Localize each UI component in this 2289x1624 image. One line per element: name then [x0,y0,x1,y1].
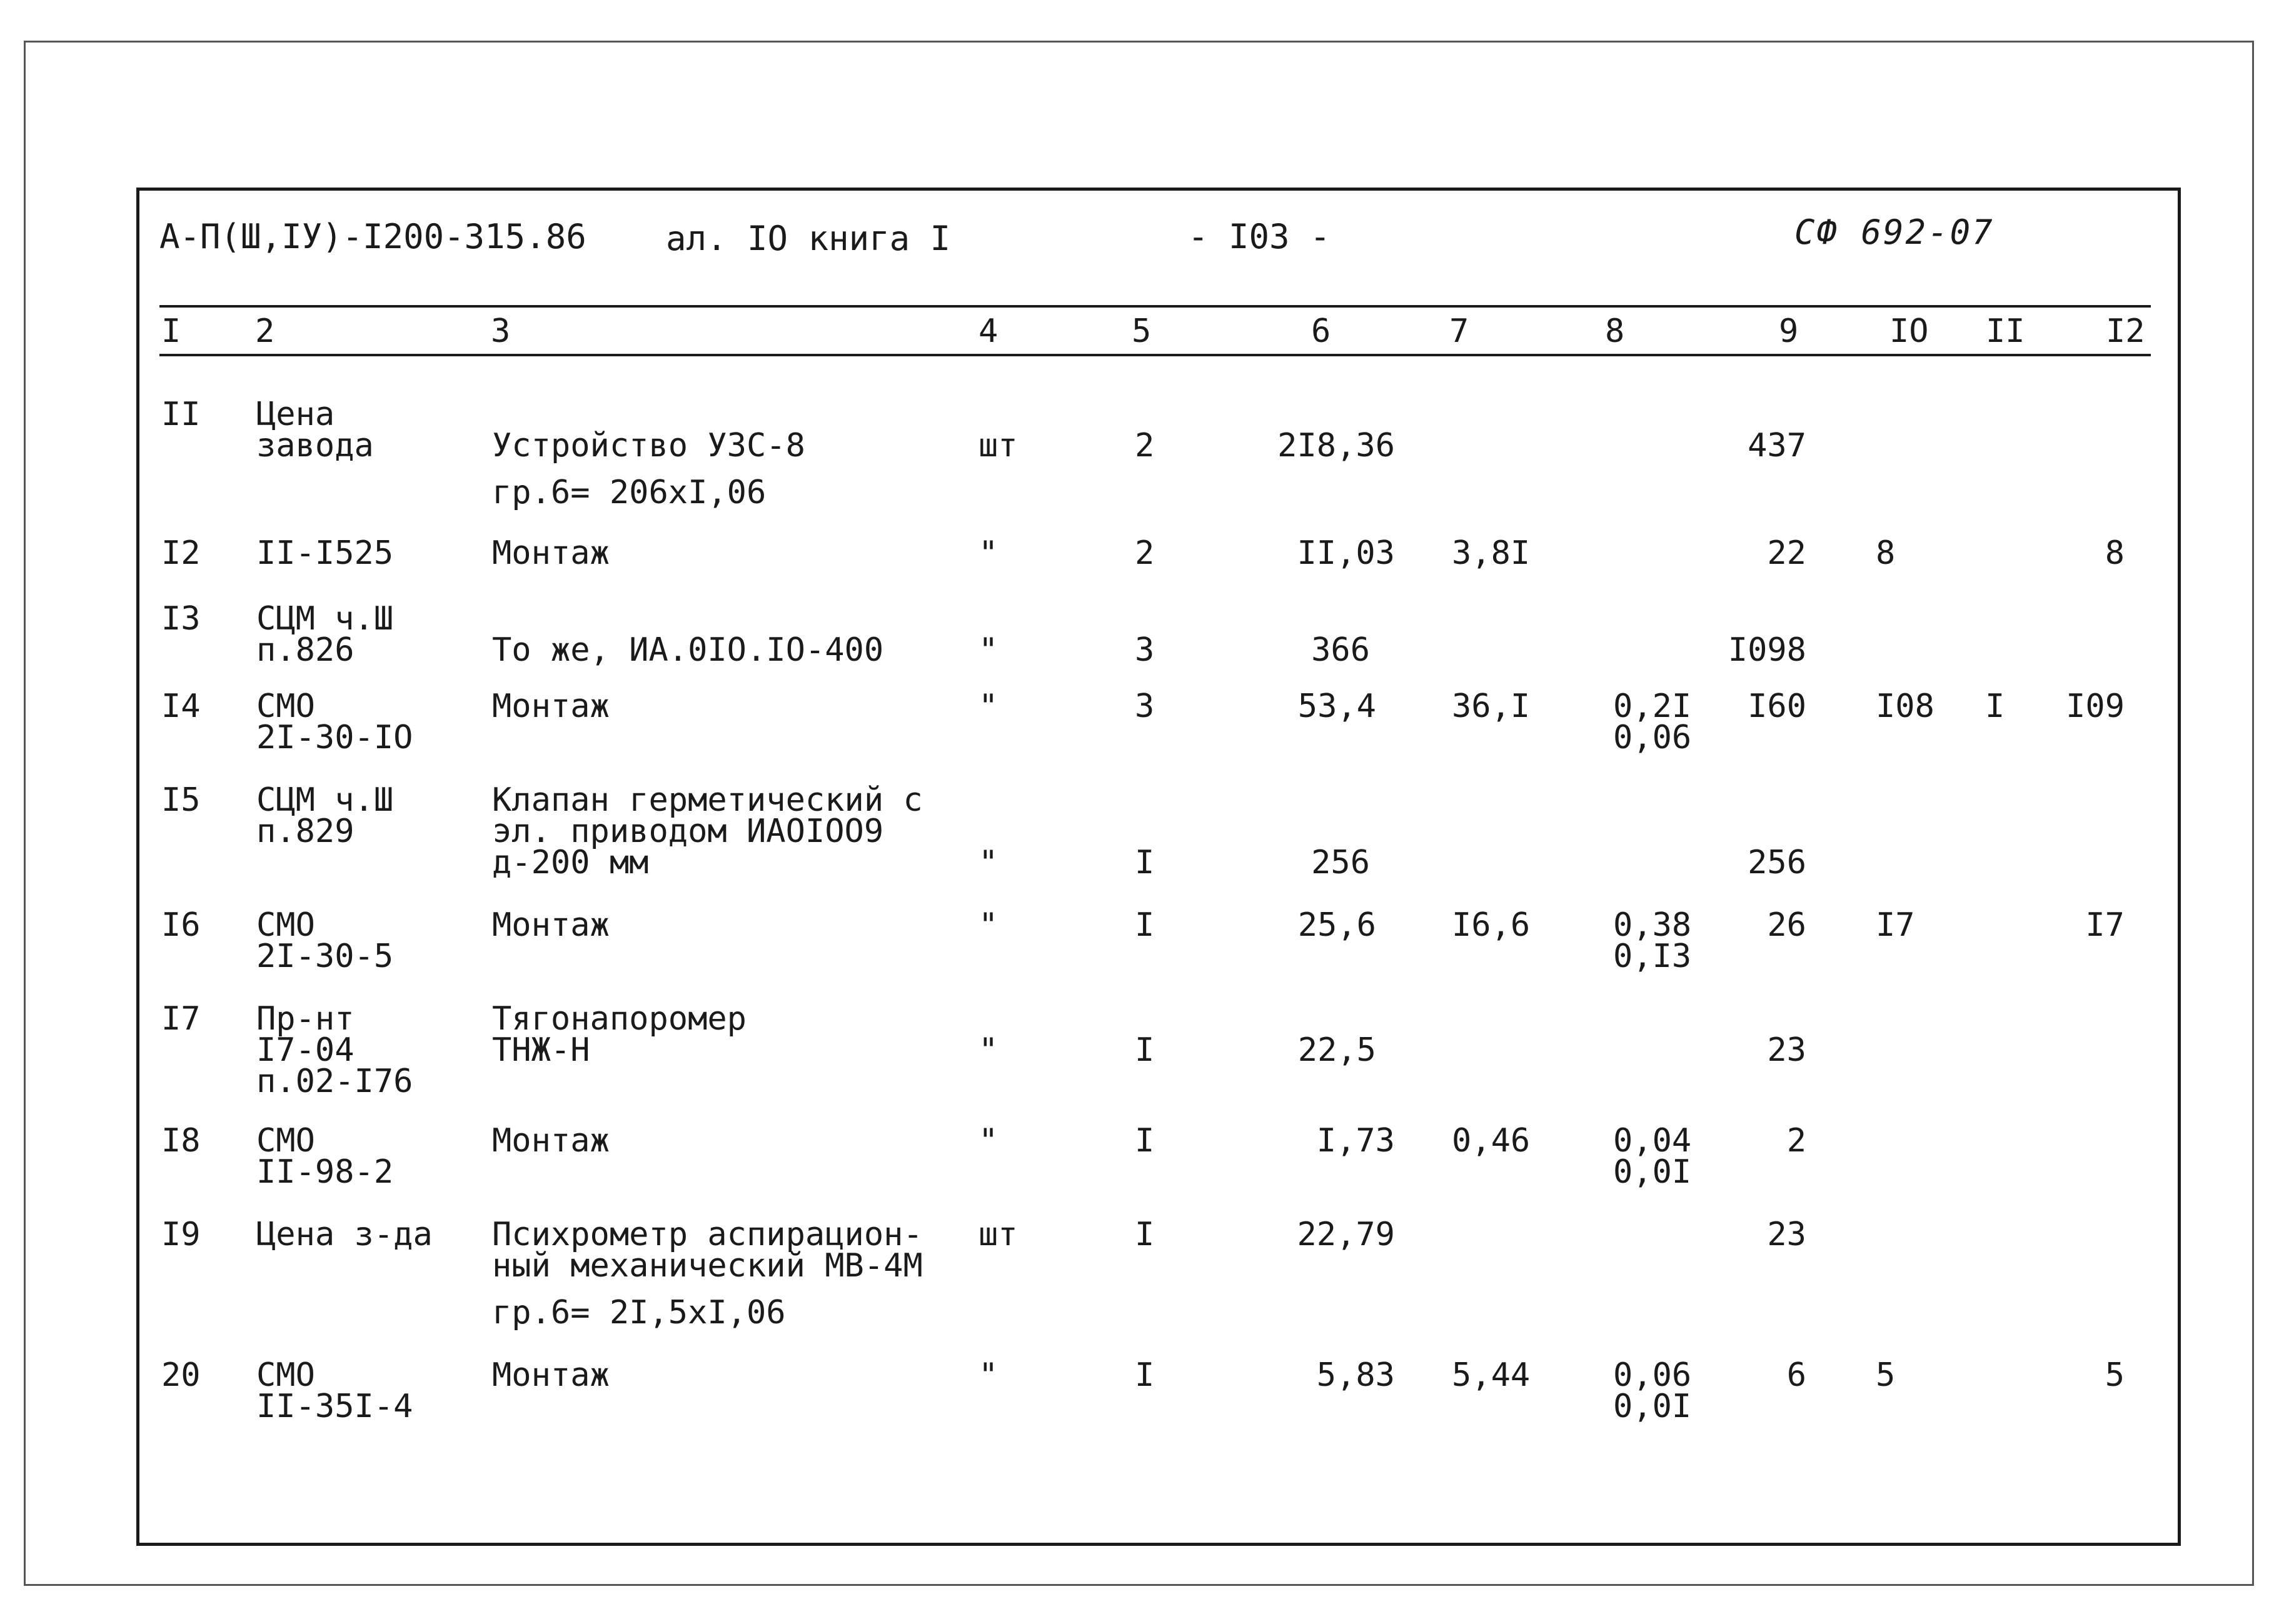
row-name: Клапан герметический с эл. приводом ИАОIОО9 д-200 мм [492,781,923,881]
row-col12: I09 [2066,688,2125,725]
row-number: I3 [161,600,201,638]
row-qty: I [1135,1356,1155,1394]
row-code: СЦМ ч.Ш п.826 [256,600,394,669]
row-code: СМО 2I-30-5 [256,906,394,975]
row-price: 2I8,36 [1277,427,1395,464]
row-total: I098 [1728,631,1806,669]
row-price: II,03 [1297,534,1395,572]
row-qty: I [1135,1216,1155,1253]
row-unit: шт [978,1216,1018,1253]
row-number: II [161,396,201,433]
column-number: 3 [491,313,511,350]
row-unit: " [978,906,999,944]
row-unit: " [978,1031,999,1069]
row-total: 23 [1767,1031,1806,1069]
row-total: 256 [1748,844,1806,881]
album-label: ал. IО книга I [666,219,951,258]
row-number: I9 [161,1216,201,1253]
column-number: 8 [1605,313,1625,350]
row-wage: 5,44 [1452,1356,1531,1394]
row-total: 6 [1786,1356,1806,1394]
row-unit: " [978,1122,999,1160]
row-unit: шт [978,427,1018,464]
row-code: Пр-нт I7-04 п.02-I76 [256,1000,413,1100]
row-code: Цена завода [256,396,374,464]
row-qty: I [1135,1031,1155,1069]
column-number: I2 [2106,313,2145,350]
row-machines: 0,38 0,I3 [1613,906,1692,975]
row-number: I8 [161,1122,201,1160]
row-qty: I [1135,844,1155,881]
column-header-rule [159,354,2151,356]
table-frame [136,188,2181,1546]
row-total-wage: I7 [1876,906,1915,944]
row-name: Монтаж [492,906,610,944]
row-total: I60 [1748,688,1806,725]
row-total: 26 [1767,906,1806,944]
row-code: СМО II-98-2 [256,1122,394,1191]
row-machine-wage: I [1985,688,2005,725]
row-qty: 3 [1135,688,1155,725]
document-code: А-П(Ш,IУ)-I200-315.86 [159,217,586,256]
column-number: 7 [1449,313,1469,350]
row-unit: " [978,844,999,881]
column-number: 9 [1779,313,1799,350]
row-price: 256 [1311,844,1370,881]
column-number: 4 [978,313,999,350]
row-number: 20 [161,1356,201,1394]
row-code: СЦМ ч.Ш п.829 [256,781,394,850]
row-price: 22,79 [1297,1216,1395,1253]
row-qty: 3 [1135,631,1155,669]
row-price: 22,5 [1297,1031,1376,1069]
row-total-wage: 5 [1876,1356,1896,1394]
column-number: I [161,313,181,350]
row-code: Цена з-да [256,1216,433,1253]
row-name: Монтаж [492,688,610,725]
row-price: 366 [1311,631,1370,669]
row-price: 5,83 [1316,1356,1395,1394]
row-unit: " [978,1356,999,1394]
row-unit: " [978,688,999,725]
row-unit: " [978,631,999,669]
row-name: Тягонапоромер ТНЖ-Н [492,1000,747,1069]
row-number: I6 [161,906,201,944]
row-col12: I7 [2085,906,2125,944]
row-code: СМО II-35I-4 [256,1356,413,1425]
row-total-wage: 8 [1876,534,1896,572]
page-number: - I03 - [1188,217,1331,256]
row-code: II-I525 [256,534,394,572]
row-name: Монтаж [492,534,610,572]
row-wage: I6,6 [1452,906,1531,944]
row-qty: I [1135,1122,1155,1160]
column-number: IO [1889,313,1929,350]
row-total: 437 [1748,427,1806,464]
column-number: II [1986,313,2025,350]
reference-code: СФ 692-07 [1794,213,1995,252]
row-name: Монтаж [492,1356,610,1394]
row-qty: 2 [1135,534,1155,572]
row-wage: 0,46 [1452,1122,1531,1160]
row-number: I4 [161,688,201,725]
column-number: 6 [1311,313,1331,350]
row-note: гр.6= 2I,5хI,06 [492,1294,786,1331]
row-machines: 0,2I 0,06 [1613,688,1692,756]
row-number: I7 [161,1000,201,1038]
row-total: 23 [1767,1216,1806,1253]
header-rule [159,305,2151,308]
row-unit: " [978,534,999,572]
row-col12: 8 [2105,534,2125,572]
row-qty: 2 [1135,427,1155,464]
row-name: То же, ИА.0IО.IО-400 [492,631,884,669]
row-price: 53,4 [1297,688,1376,725]
column-number: 5 [1132,313,1152,350]
row-total: 22 [1767,534,1806,572]
row-machines: 0,06 0,0I [1613,1356,1692,1425]
row-note: гр.6= 206хI,06 [492,474,767,511]
row-price: 25,6 [1297,906,1376,944]
row-machines: 0,04 0,0I [1613,1122,1692,1191]
row-wage: 36,I [1452,688,1531,725]
row-col12: 5 [2105,1356,2125,1394]
row-name: Устройство УЗС-8 [492,427,805,464]
row-code: СМО 2I-30-IО [256,688,413,756]
column-number: 2 [255,313,275,350]
row-name: Психрометр аспирацион- ный механический МВ-4М [492,1216,923,1285]
row-price: I,73 [1316,1122,1395,1160]
row-name: Монтаж [492,1122,610,1160]
row-number: I5 [161,781,201,819]
row-total-wage: I08 [1876,688,1934,725]
row-wage: 3,8I [1452,534,1531,572]
row-qty: I [1135,906,1155,944]
row-total: 2 [1786,1122,1806,1160]
row-number: I2 [161,534,201,572]
